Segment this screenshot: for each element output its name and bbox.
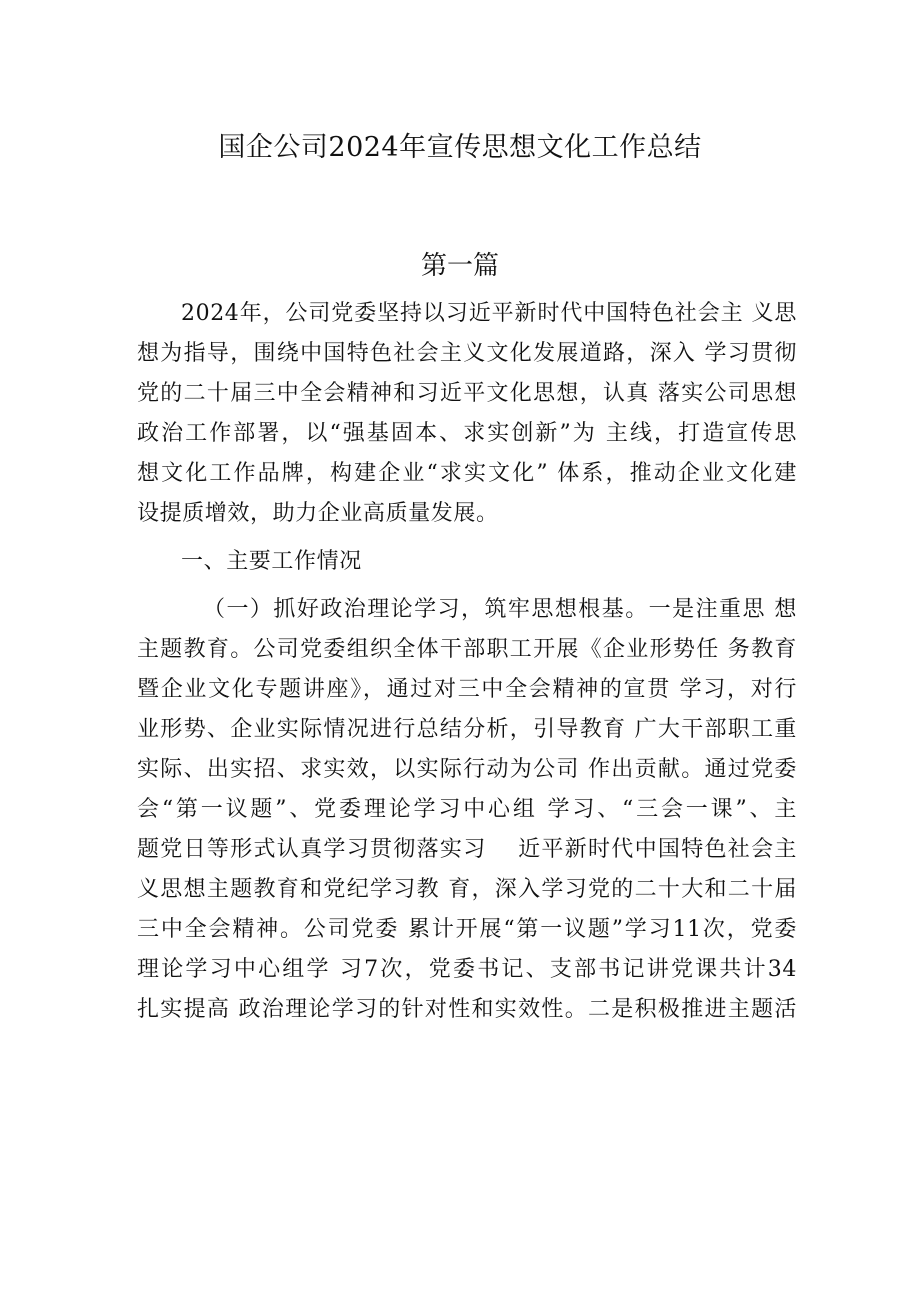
body-text-line: 政治工作部署，以“强基固本、求实创新”为 主线，打造宣传思 [137,421,797,446]
paragraph-gap [137,582,797,590]
body-text-line: 主题教育。公司党委组织全体干部职工开展《企业形势任 务教育 [137,637,797,662]
body-text-line: 党的二十届三中全会精神和习近平文化思想，认真 落实公司思想 [137,381,797,406]
body-text-line: 业形势、企业实际情况进行总结分析，引导教育 广大干部职工重 [137,717,797,742]
section-heading: 第一篇 [420,251,499,281]
body-text-line: 义思想主题教育和党纪学习教 育，深入学习党的二十大和二十届 [137,877,797,902]
body-text-line: 实际、出实招、求实效，以实际行动为公司 作出贡献。通过党委 [137,757,797,782]
body-text-line: 2024年，公司党委坚持以习近平新时代中国特色社会主 义思 [181,301,797,326]
document-body [137,294,797,1030]
document-title: 国企公司2024年宣传思想文化工作总结 [218,132,702,163]
body-text-line: 会“第一议题”、党委理论学习中心组 学习、“三会一课”、主 [137,797,797,822]
body-text-line: 扎实提高 政治理论学习的针对性和实效性。二是积极推进主题活 [137,997,797,1022]
body-text-line: （一）抓好政治理论学习，筑牢思想根基。一是注重思 想 [203,597,797,622]
body-text-line: 题党日等形式认真学习贯彻落实习 近平新时代中国特色社会主 [137,837,797,862]
body-text-line: 三中全会精神。公司党委 累计开展“第一议题”学习11次，党委 [137,917,797,942]
body-text-line: 暨企业文化专题讲座》，通过对三中全会精神的宣贯 学习，对行 [137,677,797,702]
body-text-line: 一、主要工作情况 [181,549,362,574]
body-text-line: 理论学习中心组学 习7次，党委书记、支部书记讲党课共计34 [137,957,797,982]
body-text-line: 想文化工作品牌，构建企业“求实文化” 体系，推动企业文化建 [137,461,797,486]
body-text-line: 设提质增效，助力企业高质量发展。 [137,501,499,526]
body-text-line: 想为指导，围绕中国特色社会主义文化发展道路，深入 学习贯彻 [137,341,797,366]
paragraph-gap [137,534,797,542]
